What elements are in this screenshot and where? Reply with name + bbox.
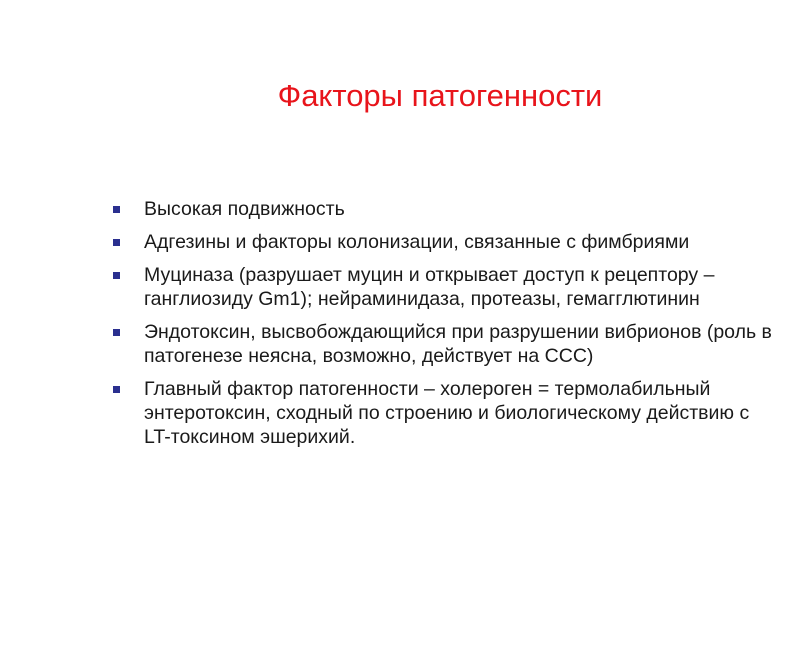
- list-item: [113, 377, 773, 449]
- bullet-text: Муциназа (разрушает муцин и открывает доступ к рецептору – ганглиозиду Gm1); нейраминидаза, протеазы, гемагглютинин: [144, 264, 715, 310]
- square-bullet-icon: [113, 206, 120, 213]
- square-bullet-icon: [113, 272, 120, 279]
- list-item: [113, 230, 773, 254]
- bullet-text: Эндотоксин, высвобождающийся при разрушении вибрионов (роль в патогенезе неясна, возможно, действует на ССС): [144, 321, 772, 367]
- square-bullet-icon: [113, 239, 120, 246]
- list-item: [113, 263, 773, 311]
- bullet-text: Адгезины и факторы колонизации, связанные с фимбриями: [144, 231, 690, 253]
- slide-title: Факторы патогенности: [277, 78, 603, 113]
- square-bullet-icon: [113, 386, 120, 393]
- square-bullet-icon: [113, 329, 120, 336]
- list-item: [113, 197, 773, 221]
- list-item: [113, 320, 773, 368]
- bullet-list: [113, 197, 773, 458]
- bullet-text: Высокая подвижность: [144, 198, 345, 220]
- bullet-text: Главный фактор патогенности – холероген = термолабильный энтеротоксин, сходный по строению и биологическому действию с LT-токсином эшерихий.: [144, 378, 750, 448]
